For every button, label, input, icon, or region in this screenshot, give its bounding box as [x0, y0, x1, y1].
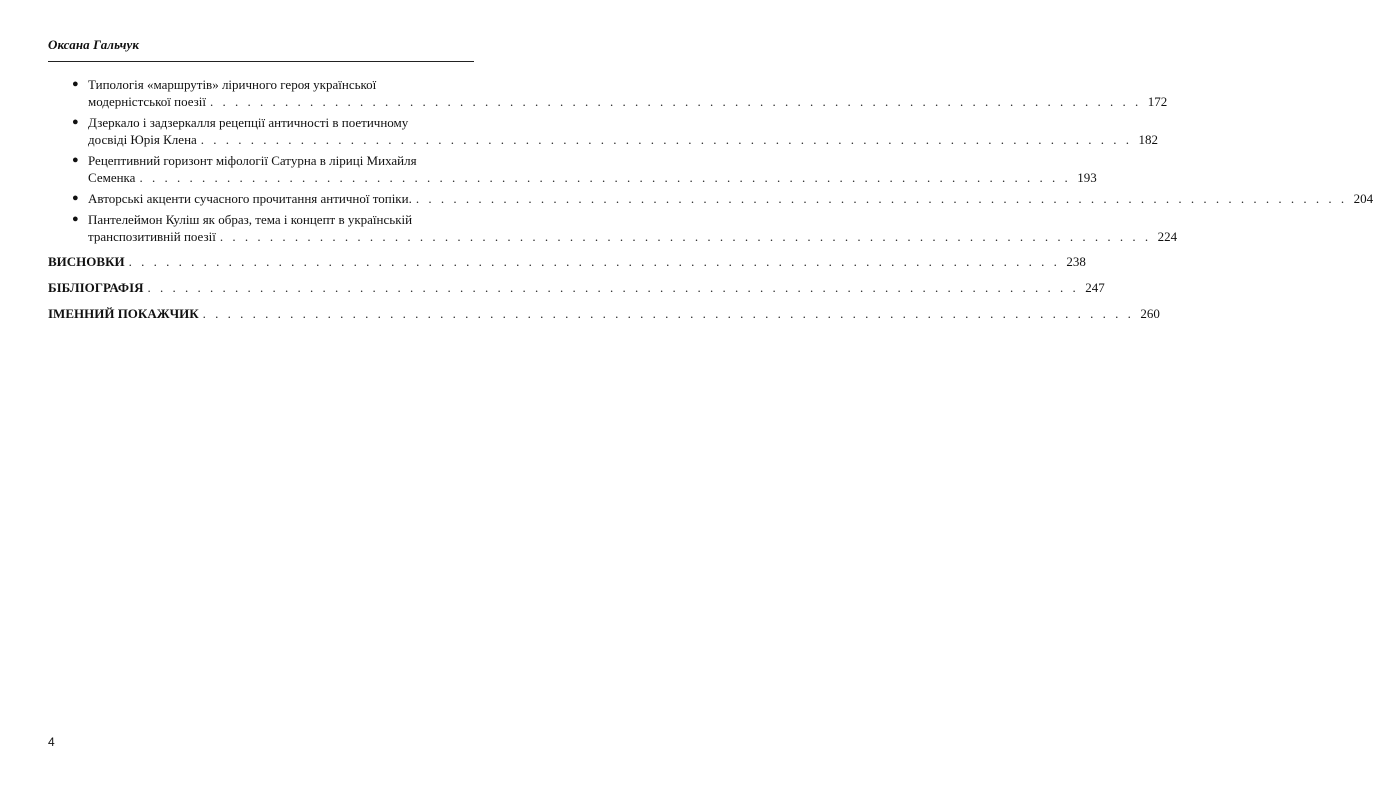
- toc-page-number: 238: [1066, 254, 1086, 269]
- toc-page-number: 193: [1077, 170, 1097, 185]
- toc-entry[interactable]: [48, 152, 1097, 186]
- toc-entry-title-line: транспозитивній поезії: [88, 229, 216, 244]
- toc-entry-title-line: Авторські акценти сучасного прочитання античної топіки.: [88, 191, 412, 206]
- bullet-icon: ●: [72, 78, 79, 90]
- leader-dots: . . . . . . . . . . . . . . . . . . . . . . . . . . . . . . . . . . . . . . . . . . . . . . . . . . . . . . . . . . . . . . . . . . . . . . . . . . .: [128, 254, 1060, 269]
- toc-page-number: 224: [1157, 229, 1178, 244]
- toc-page-number: 172: [1147, 94, 1168, 109]
- toc-entry-title-line: Семенка: [88, 170, 136, 185]
- leader-dots: . . . . . . . . . . . . . . . . . . . . . . . . . . . . . . . . . . . . . . . . . . . . . . . . . . . . . . . . . . . . . . . . . . . . . . . . . . .: [210, 94, 1142, 109]
- toc-section-name-index[interactable]: [48, 305, 1160, 322]
- toc-entry[interactable]: [48, 211, 1178, 245]
- toc-section-title: ВИСНОВКИ: [48, 254, 125, 269]
- header-rule: [48, 61, 474, 62]
- bullet-icon: ●: [72, 154, 79, 166]
- page-number: 4: [48, 735, 55, 749]
- leader-dots: . . . . . . . . . . . . . . . . . . . . . . . . . . . . . . . . . . . . . . . . . . . . . . . . . . . . . . . . . . . . . . . . . . . . . . . . . . .: [219, 229, 1152, 244]
- bullet-icon: ●: [72, 213, 79, 225]
- toc-entry[interactable]: [48, 114, 1159, 148]
- bullet-icon: ●: [72, 116, 79, 128]
- toc-entry-title-line: Дзеркало і задзеркалля рецепції античності в поетичному: [88, 115, 409, 130]
- leader-dots: . . . . . . . . . . . . . . . . . . . . . . . . . . . . . . . . . . . . . . . . . . . . . . . . . . . . . . . . . . . . . . . . . . . . . . . . . . .: [200, 132, 1133, 147]
- toc-entry-title-line: Пантелеймон Куліш як образ, тема і концепт в українській: [88, 212, 413, 227]
- toc-page-number: 247: [1085, 280, 1105, 295]
- leader-dots: . . . . . . . . . . . . . . . . . . . . . . . . . . . . . . . . . . . . . . . . . . . . . . . . . . . . . . . . . . . . . . . . . . . . . . . . . . .: [202, 306, 1134, 321]
- running-header-author: Оксана Гальчук: [48, 37, 140, 52]
- toc-entry-title-line: Рецептивний горизонт міфології Сатурна в ліриці Михайля: [88, 153, 417, 168]
- table-of-contents: [48, 76, 1373, 331]
- bullet-icon: ●: [72, 192, 79, 204]
- toc-entry[interactable]: [48, 76, 1168, 110]
- toc-section-conclusions[interactable]: [48, 253, 1086, 270]
- toc-entry[interactable]: [48, 190, 1373, 207]
- toc-section-title: ІМЕННИЙ ПОКАЖЧИК: [48, 306, 199, 321]
- toc-page-number: 182: [1138, 132, 1159, 147]
- toc-entry-title-line: модерністської поезії: [88, 94, 207, 109]
- toc-section-title: БІБЛІОГРАФІЯ: [48, 280, 144, 295]
- toc-entry-title-line: досвіді Юрія Клена: [88, 132, 197, 147]
- toc-page-number: 204: [1353, 191, 1373, 206]
- toc-entry-title-line: Типологія «маршрутів» ліричного героя української: [88, 77, 377, 92]
- leader-dots: . . . . . . . . . . . . . . . . . . . . . . . . . . . . . . . . . . . . . . . . . . . . . . . . . . . . . . . . . . . . . . . . . . . . . . . . . . .: [139, 170, 1071, 185]
- leader-dots: . . . . . . . . . . . . . . . . . . . . . . . . . . . . . . . . . . . . . . . . . . . . . . . . . . . . . . . . . . . . . . . . . . . . . . . . . . .: [415, 191, 1348, 206]
- toc-section-bibliography[interactable]: [48, 279, 1105, 296]
- toc-page-number: 260: [1140, 306, 1160, 321]
- leader-dots: . . . . . . . . . . . . . . . . . . . . . . . . . . . . . . . . . . . . . . . . . . . . . . . . . . . . . . . . . . . . . . . . . . . . . . . . . . .: [147, 280, 1079, 295]
